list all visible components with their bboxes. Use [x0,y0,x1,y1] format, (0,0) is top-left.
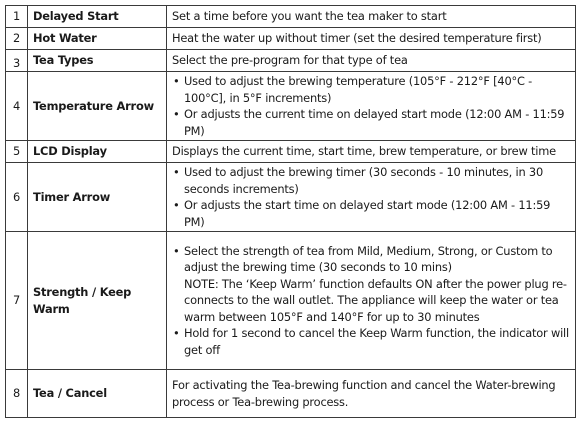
feature-description [167,163,576,232]
feature-name: LCD Display [28,141,167,163]
table-row [6,141,576,163]
bullet-glyph: • [173,198,180,212]
bullet-item [172,106,570,139]
bullet-glyph: • [173,107,180,121]
table-row [6,163,576,232]
bullet-text: Select the strength of tea from Mild, Medium, Strong, or Custom to adjust the brewing time (30 seconds to 10 mins) [184,243,553,275]
feature-name: Tea Types [28,50,167,72]
bullet-item [172,325,570,358]
bullet-glyph: • [173,165,180,179]
bullet-text: Used to adjust the brewing timer (30 seconds - 10 minutes, in 30 seconds increments) [184,165,544,196]
bullet-text: Hold for 1 second to cancel the Keep Warm function, the indicator will get off [184,326,569,357]
table-row [6,6,576,28]
feature-name: Delayed Start [28,6,167,28]
table-row [6,370,576,418]
row-number: 5 [6,141,28,163]
bullet-item [172,243,570,276]
row-number: 8 [6,370,28,418]
row-number: 3 [6,50,28,72]
table-row [6,28,576,50]
bullet-text: Or adjusts the start time on delayed start mode (12:00 AM - 11:59 PM) [184,198,551,229]
row-number: 7 [6,232,28,370]
bullet-text: Used to adjust the brewing temperature (105°F - 212°F [40°C - 100°C], in 5°F increments) [184,74,533,105]
feature-description [167,232,576,370]
bullet-item [172,197,570,230]
feature-name: Tea / Cancel [28,370,167,418]
feature-name: Temperature Arrow [28,72,167,141]
feature-name: Strength / Keep Warm [28,232,167,370]
feature-table [5,5,576,418]
table-row [6,72,576,141]
table-row [6,50,576,72]
feature-description: Select the pre-program for that type of tea [167,50,576,72]
bullet-item [172,164,570,197]
feature-description: Heat the water up without timer (set the desired temperature first) [167,28,576,50]
bullet-glyph: • [173,74,180,88]
row-number: 2 [6,28,28,50]
bullet-item [172,73,570,106]
feature-name: Hot Water [28,28,167,50]
bullet-glyph: • [173,326,180,341]
feature-description: For activating the Tea-brewing function and cancel the Water-brewing process or Tea-brewing process. [167,370,576,418]
feature-description: Displays the current time, start time, brew temperature, or brew time [167,141,576,163]
bullet-glyph: • [173,243,180,258]
feature-description [167,72,576,141]
keep-warm-note: NOTE: The ‘Keep Warm’ function defaults ON after the power plug re-connects to the wall outlet. The appliance will keep the water or tea warm between 105°F and 140°F for up to 30 minutes [184,276,567,324]
feature-name: Timer Arrow [28,163,167,232]
row-number: 4 [6,72,28,141]
feature-description: Set a time before you want the tea maker to start [167,6,576,28]
row-number: 6 [6,163,28,232]
row-number: 1 [6,6,28,28]
bullet-text: Or adjusts the current time on delayed start mode (12:00 AM - 11:59 PM) [184,107,565,138]
table-row [6,232,576,370]
